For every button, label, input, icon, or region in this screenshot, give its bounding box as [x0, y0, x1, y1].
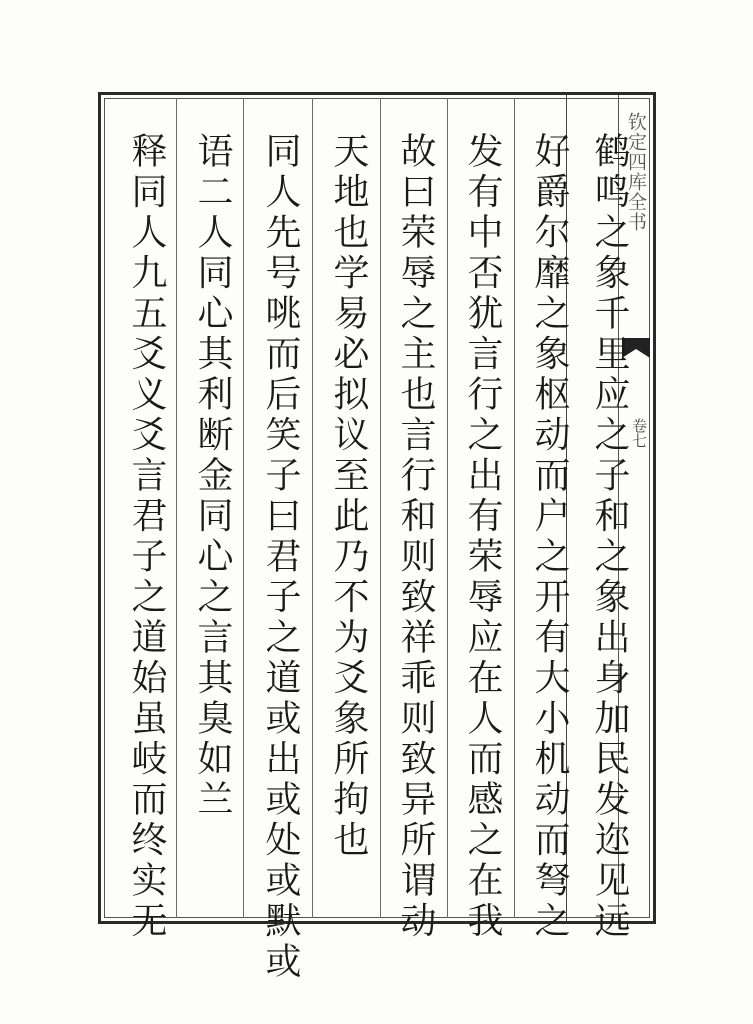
column-rule: [514, 98, 515, 918]
fold-volume-number: 卷七: [630, 418, 648, 448]
column-rule: [447, 98, 448, 918]
column-rule: [312, 98, 313, 918]
column-rule: [176, 98, 177, 918]
text-column-4: 故曰荣辱之主也言行和则致祥乖则致异所谓动: [395, 132, 436, 942]
text-column-6: 同人先号咷而后笑子曰君子之道或出或处或默或: [260, 132, 301, 983]
text-column-5: 天地也学易必拟议至此乃不为爻象所拘也: [328, 132, 369, 861]
column-rule: [243, 98, 244, 918]
fold-book-title: 钦定四库全书: [625, 112, 647, 232]
column-rule: [380, 98, 381, 918]
text-column-1: 鹤鸣之象千里应之子和之象出身加民发迩见远: [589, 132, 630, 942]
text-column-2: 好爵尔靡之象枢动而户之开有大小机动而弩之: [529, 132, 570, 942]
text-column-8: 释同人九五爻义爻言君子之道始虽岐而终实无: [126, 132, 167, 942]
text-column-3: 发有中否犹言行之出有荣辱应在人而感之在我: [462, 132, 503, 942]
text-column-7: 语二人同心其利断金同心之言其臭如兰: [192, 132, 233, 821]
